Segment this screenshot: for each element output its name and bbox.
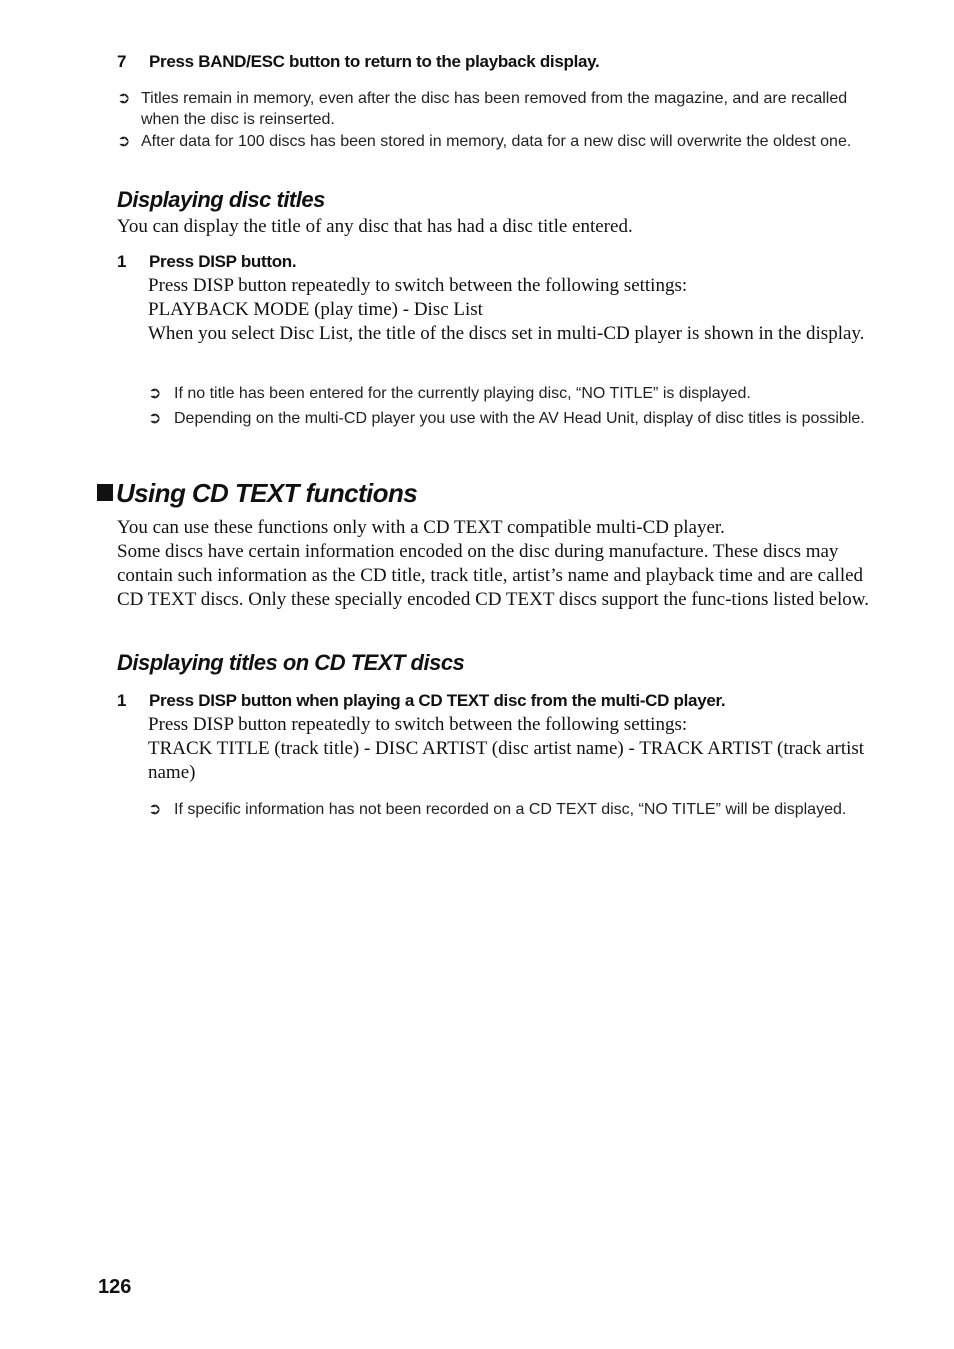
step-number: 1 [117, 252, 127, 271]
step-line: When you select Disc List, the title of the discs set in multi-CD player is shown in the display. [148, 323, 865, 344]
step-line: TRACK TITLE (track title) - DISC ARTIST (disc artist name) - TRACK ARTIST (track artist name) [148, 738, 865, 783]
section-heading-cd-text [97, 478, 417, 509]
section-title: Using CD TEXT functions [116, 478, 418, 508]
step-1-heading [117, 691, 725, 711]
step-7-heading [117, 52, 599, 72]
note-text: If specific information has not been recorded on a CD TEXT disc, “NO TITLE” will be displayed. [174, 801, 847, 818]
note-text: Depending on the multi-CD player you use with the AV Head Unit, display of disc titles is possible. [174, 410, 865, 427]
step-text: Press DISP button when playing a CD TEXT disc from the multi-CD player. [149, 691, 726, 710]
step-line: Press DISP button repeatedly to switch between the following settings: [148, 714, 688, 735]
note-item [148, 383, 878, 404]
paragraph: You can use these functions only with a CD TEXT compatible multi-CD player. [117, 517, 725, 538]
note-item [148, 799, 878, 820]
step-line: Press DISP button repeatedly to switch between the following settings: [148, 275, 688, 296]
square-bullet-icon [97, 484, 113, 501]
step-text: Press DISP button. [149, 252, 297, 271]
note-text: Titles remain in memory, even after the disc has been removed from the magazine, and are recalled when the disc is reinserted. [141, 90, 848, 128]
arrow-icon: ➲ [117, 133, 131, 150]
step-number: 7 [117, 52, 127, 71]
page-number: 126 [98, 1276, 132, 1298]
note-item [148, 408, 878, 429]
section-body [117, 516, 877, 612]
subheading-cd-text-titles: Displaying titles on CD TEXT discs [117, 650, 465, 675]
step-body [148, 274, 878, 346]
intro-text: You can display the title of any disc that has had a disc title entered. [117, 216, 633, 237]
note-text: If no title has been entered for the currently playing disc, “NO TITLE” is displayed. [174, 385, 751, 402]
note-item [117, 131, 877, 152]
arrow-icon: ➲ [148, 801, 162, 818]
note-text: After data for 100 discs has been stored in memory, data for a new disc will overwrite the oldest one. [141, 133, 852, 150]
step-text: Press BAND/ESC button to return to the playback display. [149, 52, 600, 71]
step-line: PLAYBACK MODE (play time) - Disc List [148, 299, 483, 320]
subheading-disc-titles: Displaying disc titles [117, 187, 325, 212]
step-number: 1 [117, 691, 127, 710]
arrow-icon: ➲ [148, 410, 162, 427]
arrow-icon: ➲ [117, 90, 131, 107]
paragraph: Some discs have certain information encoded on the disc during manufacture. These discs may contain such information as the CD title, track title, artist’s name and playback time and are called CD TEXT discs. Only these specially encoded CD TEXT discs support the func-tions listed below. [117, 541, 869, 610]
arrow-icon: ➲ [148, 385, 162, 402]
note-item [117, 88, 877, 130]
step-body [148, 713, 878, 785]
step-1-heading [117, 252, 296, 272]
